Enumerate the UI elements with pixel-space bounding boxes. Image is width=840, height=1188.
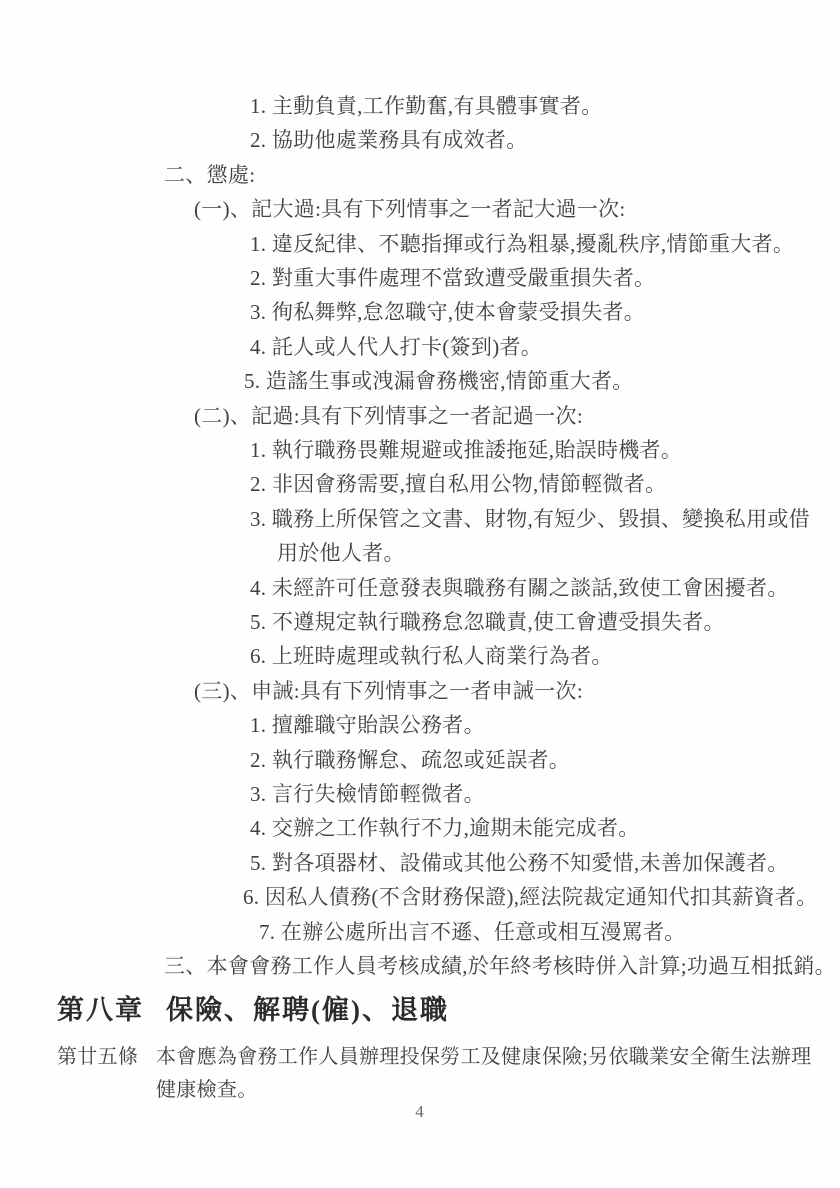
article-text-line1: 本會應為會務工作人員辦理投保勞工及健康保險;另依職業安全衛生法辦理	[156, 1046, 812, 1068]
document-line: 用於他人者。	[277, 541, 405, 566]
document-line: 4. 未經許可任意發表與職務有關之談話,致使工會困擾者。	[250, 575, 789, 600]
document-line: 2. 協助他處業務具有成效者。	[250, 128, 528, 153]
article-text-line2: 健康檢查。	[156, 1079, 258, 1101]
chapter-title: 保險、解聘(僱)、退職	[166, 995, 449, 1025]
document-line: 3. 言行失檢情節輕微者。	[250, 782, 485, 806]
chapter-number: 第八章	[57, 995, 144, 1025]
chapter-heading	[57, 988, 449, 1027]
document-line: 三、本會會務工作人員考核成績,於年終考核時併入計算;功過互相抵銷。	[164, 954, 836, 978]
document-line: 3. 徇私舞弊,怠忽職守,使本會蒙受損失者。	[250, 300, 646, 325]
document-line: 5. 對各項器材、設備或其他公務不知愛惜,未善加保護者。	[250, 850, 789, 875]
document-line: 6. 上班時處理或執行私人商業行為者。	[250, 644, 613, 669]
document-line: 1. 違反紀律、不聽指揮或行為粗暴,擾亂秩序,情節重大者。	[250, 231, 795, 256]
document-line: (二)、記過:具有下列情事之一者記過一次:	[194, 403, 583, 428]
document-line: 5. 不遵規定執行職務怠忽職責,使工會遭受損失者。	[250, 610, 725, 634]
document-line: 3. 職務上所保管之文書、財物,有短少、毀損、變換私用或借	[250, 506, 810, 531]
document-line: 5. 造謠生事或洩漏會務機密,情節重大者。	[244, 369, 634, 394]
document-line: (三)、申誡:具有下列情事之一者申誡一次:	[194, 678, 583, 703]
document-line: 7. 在辦公處所出言不遜、任意或相互漫罵者。	[259, 919, 686, 944]
document-line: 2. 非因會務需要,擅自私用公物,情節輕微者。	[250, 472, 667, 497]
document-line: 6. 因私人債務(不含財務保證),經法院裁定通知代扣其薪資者。	[243, 885, 818, 910]
document-line: 二、懲處:	[164, 162, 256, 187]
document-line: 4. 交辦之工作執行不力,逾期未能完成者。	[250, 816, 640, 841]
document-line: 4. 託人或人代人打卡(簽到)者。	[250, 334, 543, 359]
page-number: 4	[415, 1102, 425, 1121]
document-line: 2. 對重大事件處理不當致遭受嚴重損失者。	[250, 266, 656, 290]
document-line: 2. 執行職務懈怠、疏忽或延誤者。	[250, 747, 571, 772]
article-number: 第廿五條	[57, 1046, 139, 1068]
document-line: (一)、記大過:具有下列情事之一者記大過一次:	[194, 197, 626, 222]
document-line: 1. 執行職務畏難規避或推諉拖延,貽誤時機者。	[250, 438, 683, 462]
document-line: 1. 主動負責,工作勤奮,有具體事實者。	[250, 94, 603, 118]
document-line: 1. 擅離職守貽誤公務者。	[250, 713, 485, 738]
